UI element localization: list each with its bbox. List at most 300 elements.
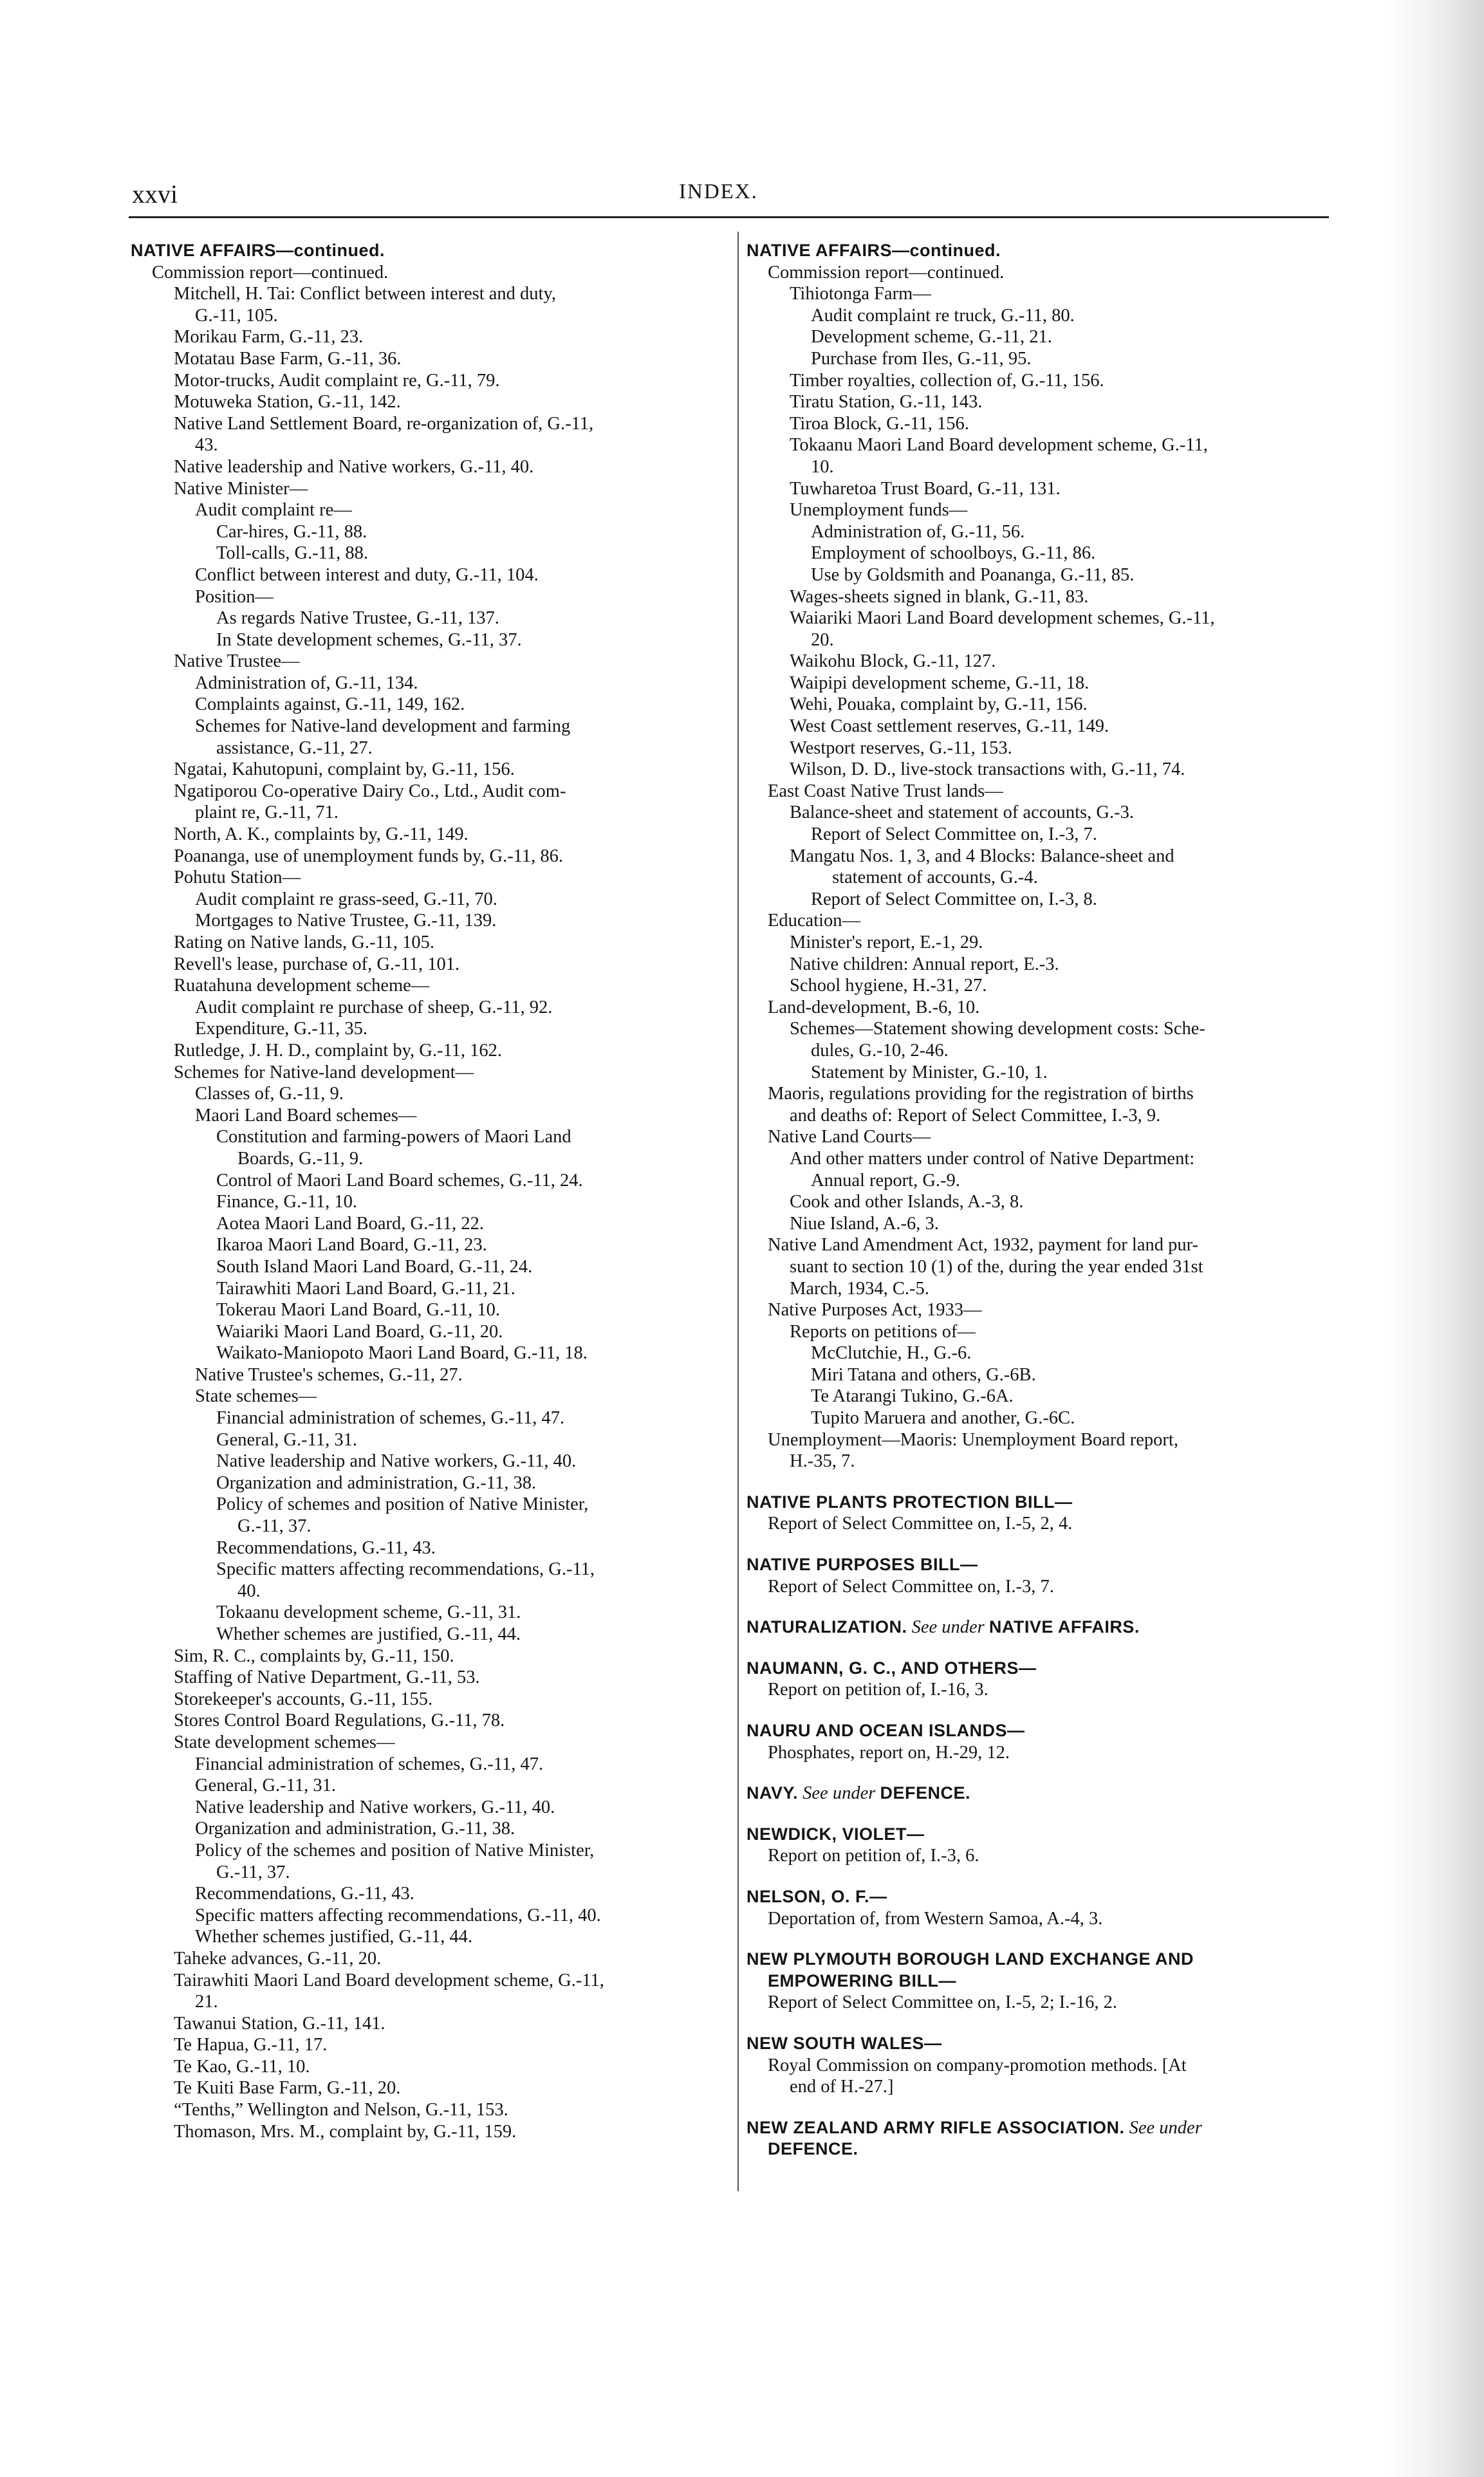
index-entry [747, 1679, 1322, 1701]
entry-text: G.-11, 37. [237, 1516, 311, 1537]
index-entry [131, 651, 726, 673]
entry-text: Sim, R. C., complaints by, G.-11, 150. [174, 1646, 454, 1666]
entry-text: Stores Control Board Regulations, G.-11, 78. [174, 1711, 505, 1731]
index-heading [747, 2138, 1322, 2160]
entry-text: Complaints against, G.-11, 149, 162. [195, 694, 465, 715]
index-entry [747, 262, 1322, 284]
index-entry [747, 456, 1322, 478]
entry-text: NEW SOUTH WALES— [747, 2033, 942, 2053]
entry-text: Whether schemes are justified, G.-11, 44. [216, 1624, 521, 1644]
entry-text: assistance, G.-11, 27. [216, 738, 373, 758]
entry-text: Native leadership and Native workers, G.-11, 40. [195, 1797, 555, 1817]
index-entry [131, 1386, 726, 1407]
entry-text: Tokaanu Maori Land Board development scheme, G.-11, [790, 435, 1208, 456]
entry-text: NATURALIZATION. [747, 1617, 907, 1637]
entry-text: State development schemes— [174, 1732, 395, 1752]
index-entry [131, 1018, 726, 1040]
entry-text: Waiariki Maori Land Board development schemes, G.-11, [790, 608, 1215, 629]
index-entry [747, 1342, 1322, 1364]
index-entry [747, 1278, 1322, 1300]
index-entry [747, 1321, 1322, 1343]
entry-text: Native Purposes Act, 1933— [768, 1300, 982, 1321]
right-index-column [747, 240, 1322, 2160]
entry-text: Maoris, regulations providing for the registration of births [768, 1084, 1194, 1104]
index-entry [747, 1908, 1322, 1930]
entry-text: Administration of, G.-11, 134. [195, 673, 418, 693]
index-entry [131, 975, 726, 997]
index-entry [131, 1451, 726, 1472]
entry-text: Policy of schemes and position of Native Minister, [216, 1494, 589, 1515]
index-heading [747, 1617, 1322, 1638]
index-entry [131, 1170, 726, 1192]
index-entry [131, 738, 726, 759]
index-heading [747, 1658, 1322, 1680]
entry-text: Report of Select Committee on, I.-5, 2, 4. [768, 1514, 1073, 1534]
index-entry [131, 1797, 726, 1819]
entry-text: NELSON, O. F.— [747, 1886, 887, 1906]
entry-text: East Coast Native Trust lands— [768, 781, 1003, 801]
index-entry [747, 543, 1322, 564]
index-entry [131, 781, 726, 802]
entry-text: Position— [195, 586, 274, 607]
entry-text: Minister's report, E.-1, 29. [790, 932, 983, 952]
index-entry [747, 1170, 1322, 1192]
entry-text: Commission report—continued. [768, 262, 1005, 283]
index-entry [747, 1299, 1322, 1321]
index-entry [747, 1386, 1322, 1407]
index-entry [131, 283, 726, 305]
entry-text: Native Land Courts— [768, 1127, 931, 1147]
index-entry [747, 478, 1322, 500]
entry-text: Rutledge, J. H. D., complaint by, G.-11, 162. [174, 1040, 503, 1061]
index-entry [131, 391, 726, 413]
entry-text: Balance-sheet and statement of accounts, G.-3. [790, 802, 1134, 823]
entry-text: Ikaroa Maori Land Board, G.-11, 23. [216, 1235, 487, 1256]
entry-text: Poananga, use of unemployment funds by, G.-11, 86. [174, 846, 563, 866]
index-entry [747, 1364, 1322, 1386]
entry-text: Tairawhiti Maori Land Board, G.-11, 21. [216, 1278, 515, 1299]
entry-text: 21. [195, 1992, 218, 2012]
entry-text: Motatau Base Farm, G.-11, 36. [174, 348, 402, 369]
entry-text: NEWDICK, VIOLET— [747, 1824, 925, 1844]
index-entry [747, 889, 1322, 911]
entry-text: Westport reserves, G.-11, 153. [790, 738, 1012, 758]
index-entry [747, 499, 1322, 521]
entry-text: Schemes for Native-land development— [174, 1062, 474, 1082]
see-reference-label: See under [1129, 2117, 1202, 2138]
index-entry [747, 1992, 1322, 2014]
entry-text: Staffing of Native Department, G.-11, 53. [174, 1667, 480, 1688]
entry-text: Report of Select Committee on, I.-5, 2; I.-16, 2. [768, 1992, 1117, 2013]
index-entry [131, 1818, 726, 1840]
entry-text: Financial administration of schemes, G.-11, 47. [216, 1408, 565, 1429]
index-entry [131, 1840, 726, 1862]
entry-text: Purchase from Iles, G.-11, 95. [811, 348, 1032, 369]
index-entry [131, 478, 726, 500]
index-heading [747, 1886, 1322, 1908]
entry-text: Audit complaint re purchase of sheep, G.-11, 92. [195, 997, 553, 1017]
index-entry [747, 283, 1322, 305]
index-entry [747, 326, 1322, 348]
index-entry [131, 521, 726, 543]
index-entry [131, 1559, 726, 1581]
entry-text: Land-development, B.-6, 10. [768, 997, 980, 1017]
entry-text: North, A. K., complaints by, G.-11, 149. [174, 824, 468, 845]
index-entry [131, 1775, 726, 1797]
index-entry [131, 2013, 726, 2035]
index-entry [747, 738, 1322, 759]
see-reference-target: DEFENCE. [880, 1783, 970, 1803]
entry-text: West Coast settlement reserves, G.-11, 149. [790, 716, 1109, 737]
entry-text: Annual report, G.-9. [811, 1170, 960, 1191]
index-entry [131, 543, 726, 564]
index-entry [131, 564, 726, 586]
index-entry [747, 521, 1322, 543]
entry-text: Report of Select Committee on, I.-3, 8. [811, 889, 1097, 909]
index-entry [131, 824, 726, 846]
entry-text: Finance, G.-11, 10. [216, 1192, 357, 1212]
entry-text: Employment of schoolboys, G.-11, 86. [811, 543, 1096, 564]
index-entry [747, 2076, 1322, 2098]
index-entry [131, 1732, 726, 1754]
index-entry [131, 413, 726, 435]
index-entry [747, 586, 1322, 608]
entry-text: Native Land Settlement Board, re-organization of, G.-11, [174, 413, 594, 434]
entry-text: and deaths of: Report of Select Committee, I.-3, 9. [790, 1105, 1161, 1126]
index-entry [131, 759, 726, 781]
index-entry [747, 1040, 1322, 1062]
index-entry [747, 434, 1322, 456]
index-entry [131, 1256, 726, 1278]
entry-text: NAVY. [747, 1783, 799, 1803]
index-heading [747, 1949, 1322, 1971]
entry-text: Wilson, D. D., live-stock transactions with, G.-11, 74. [790, 759, 1185, 780]
index-entry [747, 608, 1322, 629]
index-entry [131, 1862, 726, 1884]
entry-text: Recommendations, G.-11, 43. [195, 1884, 414, 1904]
entry-text: end of H.-27.] [790, 2077, 894, 2097]
index-heading [747, 240, 1322, 262]
entry-text: Control of Maori Land Board schemes, G.-11, 24. [216, 1170, 583, 1191]
left-index-column [131, 240, 726, 2142]
entry-text: Organization and administration, G.-11, 38. [216, 1472, 537, 1493]
entry-text: Tokaanu development scheme, G.-11, 31. [216, 1602, 521, 1623]
index-entry [747, 1234, 1322, 1256]
index-entry [747, 867, 1322, 889]
index-entry [131, 694, 726, 716]
index-entry [747, 370, 1322, 392]
entry-text: Native Minister— [174, 478, 308, 499]
entry-text: Native Land Amendment Act, 1932, payment for land pur- [768, 1235, 1199, 1256]
entry-text: Tihiotonga Farm— [790, 284, 931, 304]
index-entry [747, 997, 1322, 1019]
entry-text: Wehi, Pouaka, complaint by, G.-11, 156. [790, 694, 1088, 715]
index-entry [131, 2077, 726, 2099]
index-entry [131, 1689, 726, 1711]
index-entry [131, 910, 726, 932]
index-entry [131, 932, 726, 954]
index-entry [131, 608, 726, 629]
entry-text: 10. [811, 456, 834, 477]
entry-text: Tiroa Block, G.-11, 156. [790, 413, 969, 434]
running-head: INDEX. [679, 180, 758, 203]
index-entry [131, 1342, 726, 1364]
index-entry [747, 1513, 1322, 1535]
index-entry [131, 499, 726, 521]
entry-text: NEW PLYMOUTH BOROUGH LAND EXCHANGE AND [747, 1949, 1194, 1969]
index-entry [131, 1494, 726, 1516]
entry-text: Statement by Minister, G.-10, 1. [811, 1062, 1048, 1082]
index-entry [747, 954, 1322, 976]
index-entry [131, 2056, 726, 2078]
entry-text: dules, G.-10, 2-46. [811, 1040, 949, 1061]
entry-text: Tupito Maruera and another, G.-6C. [811, 1408, 1075, 1429]
index-entry [747, 391, 1322, 413]
entry-text: As regards Native Trustee, G.-11, 137. [216, 608, 499, 629]
entry-text: Education— [768, 911, 861, 931]
index-entry [131, 1126, 726, 1148]
entry-text: Native leadership and Native workers, G.-11, 40. [216, 1451, 577, 1472]
entry-text: Recommendations, G.-11, 43. [216, 1537, 436, 1558]
entry-text: Toll-calls, G.-11, 88. [216, 543, 368, 564]
index-entry [747, 1845, 1322, 1867]
index-entry [747, 910, 1322, 932]
entry-text: Report of Select Committee on, I.-3, 7. [768, 1576, 1054, 1597]
entry-text: Te Hapua, G.-11, 17. [174, 2035, 328, 2055]
page-number: xxvi [132, 180, 178, 209]
index-heading [747, 1720, 1322, 1742]
entry-text: Waikohu Block, G.-11, 127. [790, 651, 996, 672]
index-entry [131, 2099, 726, 2121]
index-entry [747, 1451, 1322, 1472]
entry-text: suant to section 10 (1) of the, during the year ended 31st [790, 1256, 1203, 1277]
index-heading [747, 2033, 1322, 2055]
index-entry [131, 348, 726, 370]
entry-text: Native Trustee— [174, 651, 300, 672]
index-entry [131, 1991, 726, 2013]
see-reference-label: See under [911, 1617, 985, 1638]
index-entry [131, 997, 726, 1019]
entry-text: Report of Select Committee on, I.-3, 7. [811, 824, 1097, 845]
entry-text: Te Kuiti Base Farm, G.-11, 20. [174, 2078, 401, 2099]
index-entry [747, 1105, 1322, 1127]
entry-text: DEFENCE. [768, 2139, 858, 2159]
entry-text: Car-hires, G.-11, 88. [216, 521, 367, 542]
entry-text: Aotea Maori Land Board, G.-11, 22. [216, 1213, 485, 1234]
index-entry [131, 1710, 726, 1732]
index-entry [747, 1126, 1322, 1148]
index-entry [131, 954, 726, 976]
index-entry [747, 1429, 1322, 1451]
entry-text: Mortgages to Native Trustee, G.-11, 139. [195, 911, 497, 931]
index-entry [131, 889, 726, 911]
entry-text: Storekeeper's accounts, G.-11, 155. [174, 1689, 433, 1709]
index-entry [131, 1472, 726, 1494]
entry-text: H.-35, 7. [790, 1451, 855, 1472]
entry-text: Reports on petitions of— [790, 1321, 976, 1342]
index-entry [747, 629, 1322, 651]
entry-text: Royal Commission on company-promotion methods. [At [768, 2055, 1187, 2075]
entry-text: General, G.-11, 31. [216, 1429, 357, 1450]
entry-text: “Tenths,” Wellington and Nelson, G.-11, 153. [174, 2100, 508, 2120]
see-reference-target: NATIVE AFFAIRS. [988, 1617, 1140, 1637]
entry-text: Thomason, Mrs. M., complaint by, G.-11, 159. [174, 2121, 517, 2142]
entry-text: Unemployment funds— [790, 500, 968, 521]
index-entry [747, 651, 1322, 673]
index-entry [747, 413, 1322, 435]
entry-text: Schemes for Native-land development and farming [195, 716, 571, 737]
index-entry [131, 1754, 726, 1776]
entry-text: South Island Maori Land Board, G.-11, 24. [216, 1256, 533, 1277]
index-entry [131, 434, 726, 456]
index-entry [747, 305, 1322, 327]
entry-text: Te Atarangi Tukino, G.-6A. [811, 1386, 1014, 1407]
entry-text: NATIVE AFFAIRS—continued. [131, 241, 385, 260]
entry-text: Tokerau Maori Land Board, G.-11, 10. [216, 1300, 500, 1321]
index-entry [747, 564, 1322, 586]
entry-text: Mitchell, H. Tai: Conflict between interest and duty, [174, 284, 556, 304]
index-entry [131, 1948, 726, 1970]
index-heading [747, 1554, 1322, 1576]
index-entry [747, 348, 1322, 370]
index-entry [131, 2121, 726, 2143]
index-entry [747, 846, 1322, 867]
index-entry [131, 846, 726, 867]
entry-text: G.-11, 37. [216, 1862, 290, 1882]
entry-text: EMPOWERING BILL— [768, 1971, 956, 1990]
index-entry [131, 1321, 726, 1343]
index-heading [747, 1824, 1322, 1846]
index-entry [131, 586, 726, 608]
index-entry [747, 759, 1322, 781]
entry-text: Financial administration of schemes, G.-11, 47. [195, 1754, 544, 1774]
entry-text: Ngatai, Kahutopuni, complaint by, G.-11, 156. [174, 759, 515, 780]
entry-text: In State development schemes, G.-11, 37. [216, 629, 522, 650]
entry-text: Pohutu Station— [174, 867, 301, 888]
index-entry [131, 1299, 726, 1321]
entry-text: Rating on Native lands, G.-11, 105. [174, 932, 435, 952]
see-reference-label: See under [802, 1783, 876, 1804]
index-entry [131, 326, 726, 348]
index-entry [747, 1576, 1322, 1598]
index-entry [131, 1062, 726, 1084]
entry-text: Morikau Farm, G.-11, 23. [174, 327, 364, 348]
entry-text: Conflict between interest and duty, G.-11, 104. [195, 564, 539, 585]
entry-text: Report on petition of, I.-3, 6. [768, 1846, 979, 1866]
entry-text: Tuwharetoa Trust Board, G.-11, 131. [790, 478, 1061, 499]
entry-text: Development scheme, G.-11, 21. [811, 327, 1052, 348]
entry-text: McClutchie, H., G.-6. [811, 1343, 972, 1364]
entry-text: Revell's lease, purchase of, G.-11, 101. [174, 954, 460, 974]
entry-text: Motor-trucks, Audit complaint re, G.-11, 79. [174, 370, 500, 391]
index-entry [747, 1083, 1322, 1105]
index-entry [131, 305, 726, 327]
index-entry [747, 802, 1322, 824]
entry-text: Unemployment—Maoris: Unemployment Board report, [768, 1429, 1178, 1450]
index-entry [131, 1970, 726, 1992]
index-entry [131, 1407, 726, 1429]
entry-text: Deportation of, from Western Samoa, A.-4, 3. [768, 1908, 1103, 1929]
index-entry [747, 716, 1322, 738]
index-entry [131, 1083, 726, 1105]
entry-text: Waipipi development scheme, G.-11, 18. [790, 673, 1090, 693]
index-entry [131, 370, 726, 392]
index-entry [131, 1926, 726, 1948]
entry-text: Ngatiporou Co-operative Dairy Co., Ltd., Audit com- [174, 781, 566, 801]
index-entry [131, 1429, 726, 1451]
entry-text: Niue Island, A.-6, 3. [790, 1213, 939, 1234]
index-entry [131, 262, 726, 284]
entry-text: Audit complaint re grass-seed, G.-11, 70. [195, 889, 497, 909]
entry-text: NATIVE PURPOSES BILL— [747, 1555, 978, 1575]
entry-text: Tawanui Station, G.-11, 141. [174, 2013, 385, 2034]
index-entry [131, 1278, 726, 1300]
entry-text: 40. [237, 1581, 261, 1601]
entry-text: Use by Goldsmith and Poananga, G.-11, 85. [811, 564, 1135, 585]
entry-text: Waikato-Maniopoto Maori Land Board, G.-11, 18. [216, 1343, 588, 1364]
index-entry [131, 716, 726, 738]
index-entry [747, 673, 1322, 694]
index-entry [131, 1191, 726, 1213]
index-entry [747, 1191, 1322, 1213]
entry-text: Specific matters affecting recommendations, G.-11, [216, 1559, 595, 1580]
entry-text: Schemes—Statement showing development costs: Sche- [790, 1019, 1205, 1039]
entry-text: 20. [811, 629, 834, 650]
index-entry [747, 975, 1322, 997]
index-entry [131, 1667, 726, 1689]
entry-text: And other matters under control of Native Department: [790, 1148, 1195, 1169]
index-entry [747, 1742, 1322, 1764]
index-entry [131, 1213, 726, 1235]
entry-text: Tairawhiti Maori Land Board development scheme, G.-11, [174, 1970, 604, 1990]
index-entry [131, 802, 726, 824]
index-entry [131, 1105, 726, 1127]
entry-text: Whether schemes justified, G.-11, 44. [195, 1927, 473, 1947]
entry-text: Te Kao, G.-11, 10. [174, 2056, 310, 2077]
entry-text: Ruatahuna development scheme— [174, 976, 430, 996]
index-entry [747, 1407, 1322, 1429]
entry-text: Cook and other Islands, A.-3, 8. [790, 1192, 1024, 1212]
entry-text: Native leadership and Native workers, G.-11, 40. [174, 456, 534, 477]
entry-text: Audit complaint re truck, G.-11, 80. [811, 305, 1075, 326]
index-entry [131, 1364, 726, 1386]
column-divider [737, 232, 739, 2191]
entry-text: State schemes— [195, 1386, 317, 1407]
page-edge-shading [1387, 0, 1484, 2477]
index-heading [747, 1492, 1322, 1514]
entry-text: Administration of, G.-11, 56. [811, 521, 1025, 542]
entry-text: Constitution and farming-powers of Maori Land [216, 1127, 571, 1147]
index-entry [131, 1602, 726, 1624]
index-entry [131, 1646, 726, 1667]
entry-text: Motuweka Station, G.-11, 142. [174, 392, 401, 413]
entry-text: General, G.-11, 31. [195, 1776, 336, 1796]
index-entry [131, 1148, 726, 1170]
entry-text: School hygiene, H.-31, 27. [790, 976, 987, 996]
index-entry [131, 629, 726, 651]
entry-text: plaint re, G.-11, 71. [195, 802, 339, 823]
entry-text: statement of accounts, G.-4. [832, 867, 1038, 888]
index-heading [747, 2117, 1322, 2139]
index-entry [747, 932, 1322, 954]
entry-text: NAUMANN, G. C., AND OTHERS— [747, 1658, 1037, 1678]
entry-text: Commission report—continued. [152, 262, 389, 283]
entry-text: March, 1934, C.-5. [790, 1278, 929, 1299]
index-entry [131, 867, 726, 889]
entry-text: Waiariki Maori Land Board, G.-11, 20. [216, 1321, 503, 1342]
entry-text: Report on petition of, I.-16, 3. [768, 1680, 988, 1700]
entry-text: Miri Tatana and others, G.-6B. [811, 1364, 1036, 1385]
